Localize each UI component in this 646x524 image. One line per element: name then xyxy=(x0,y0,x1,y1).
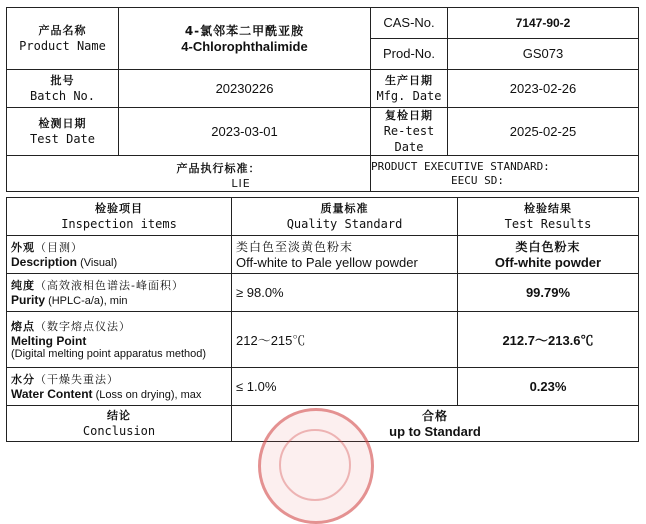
header-inspection-items xyxy=(7,198,232,236)
cas-label: CAS-No. xyxy=(371,8,447,39)
prod-label: Prod-No. xyxy=(382,46,436,61)
retest-date-value: 2025-02-25 xyxy=(448,108,639,156)
product-name-row xyxy=(7,8,639,70)
table-row xyxy=(7,312,639,368)
result-water-content: 0.23% xyxy=(458,368,639,406)
standard-value-zh-clipped: LIE xyxy=(231,177,251,190)
batch-row xyxy=(7,70,639,108)
product-name-label xyxy=(7,8,119,70)
item-melting-point-en: Melting Point xyxy=(11,334,87,348)
standard-label-zh: 产品执行标准： xyxy=(176,162,261,175)
product-name-label-zh: 产品名称 xyxy=(38,24,87,37)
test-date-label-en: Test Date xyxy=(29,132,96,146)
header-test-results-zh: 检验结果 xyxy=(524,202,572,215)
item-purity xyxy=(7,274,232,312)
standard-label-en-cell xyxy=(371,156,639,192)
item-purity-method-en: (HPLC-a/a), min xyxy=(45,295,128,307)
batch-value: 20230226 xyxy=(119,70,371,108)
standard-label-zh-cell xyxy=(7,156,371,192)
header-test-results xyxy=(458,198,639,236)
item-description xyxy=(7,236,232,274)
item-melting-point-method-zh: （数字熔点仪法） xyxy=(35,320,131,333)
cas-value: 7147-90-2 xyxy=(448,8,638,39)
mfg-label-en: Mfg. Date xyxy=(376,89,442,103)
test-date-label-zh: 检测日期 xyxy=(38,117,87,130)
conclusion-result-en: up to Standard xyxy=(389,423,481,439)
header-quality-standard-zh: 质量标准 xyxy=(320,202,369,215)
retest-date-label-en: Re-test Date xyxy=(383,124,435,154)
item-description-method-zh: （目测） xyxy=(35,241,83,254)
inspection-table xyxy=(6,197,639,442)
test-date-value: 2023-03-01 xyxy=(119,108,371,156)
retest-date-label xyxy=(371,108,448,156)
item-water-content-zh: 水分 xyxy=(11,373,35,386)
product-info-table xyxy=(6,7,639,192)
batch-label-zh: 批号 xyxy=(50,74,75,87)
result-description-zh: 类白色粉末 xyxy=(515,239,581,254)
item-melting-point-zh: 熔点 xyxy=(11,320,35,333)
result-melting-point: 212.7～213.6℃ xyxy=(458,312,639,368)
company-seal-stamp xyxy=(258,408,374,524)
result-description xyxy=(458,236,639,274)
result-purity: 99.79% xyxy=(458,274,639,312)
item-water-content xyxy=(7,368,232,406)
cas-prod-labels xyxy=(371,8,448,70)
table-row xyxy=(7,368,639,406)
item-purity-zh: 纯度 xyxy=(11,279,35,292)
standard-label-en: PRODUCT EXECUTIVE STANDARD: xyxy=(371,160,550,173)
item-water-content-method-zh: （干燥失重法） xyxy=(35,373,119,386)
table-row xyxy=(7,274,639,312)
standard-water-content: ≤ 1.0% xyxy=(232,368,458,406)
header-quality-standard-en: Quality Standard xyxy=(286,217,403,231)
standard-description xyxy=(232,236,458,274)
item-purity-method-zh: （高效液相色谱法-峰面积） xyxy=(35,279,184,292)
item-purity-en: Purity xyxy=(11,293,46,307)
test-date-label xyxy=(7,108,119,156)
item-water-content-en: Water Content xyxy=(11,387,93,401)
header-test-results-en: Test Results xyxy=(504,217,592,231)
item-water-content-method-en: (Loss on drying), max xyxy=(92,389,202,401)
header-inspection-items-en: Inspection items xyxy=(61,217,177,231)
cas-prod-values xyxy=(448,8,639,70)
item-melting-point-method-en: (Digital melting point apparatus method) xyxy=(11,348,207,360)
mfg-label xyxy=(371,70,448,108)
conclusion-label xyxy=(7,406,232,442)
result-description-en: Off-white powder xyxy=(494,254,602,270)
item-description-method-en: (Visual) xyxy=(77,257,118,269)
conclusion-result-zh: 合格 xyxy=(421,408,448,423)
mfg-value: 2023-02-26 xyxy=(448,70,639,108)
standard-description-zh: 类白色至淡黄色粉末 xyxy=(236,239,354,254)
standard-row xyxy=(7,156,639,192)
header-quality-standard xyxy=(232,198,458,236)
company-seal-inner-ring xyxy=(279,429,351,501)
product-name-value-en: 4-Chlorophthalimide xyxy=(181,38,308,54)
product-name-value xyxy=(119,8,371,70)
header-inspection-items-zh: 检验项目 xyxy=(95,202,143,215)
conclusion-label-en: Conclusion xyxy=(82,424,156,438)
batch-label xyxy=(7,70,119,108)
standard-description-en: Off-white to Pale yellow powder xyxy=(236,254,418,270)
product-name-value-zh: 4-氯邻苯二甲酰亚胺 xyxy=(184,23,305,38)
mfg-label-zh: 生产日期 xyxy=(385,74,433,87)
item-melting-point xyxy=(7,312,232,368)
item-description-zh: 外观 xyxy=(11,241,35,254)
table-row xyxy=(7,236,639,274)
conclusion-label-zh: 结论 xyxy=(107,409,131,422)
product-name-label-en: Product Name xyxy=(19,39,106,53)
test-date-row xyxy=(7,108,639,156)
retest-date-label-zh: 复检日期 xyxy=(385,109,433,122)
standard-value-en-clipped: EECU SD: xyxy=(451,174,504,187)
prod-value: GS073 xyxy=(522,46,564,61)
inspection-header-row xyxy=(7,198,639,236)
standard-melting-point: 212～215℃ xyxy=(232,312,458,368)
batch-label-en: Batch No. xyxy=(29,89,96,103)
item-description-en: Description xyxy=(11,255,78,269)
standard-purity: ≥ 98.0% xyxy=(232,274,458,312)
